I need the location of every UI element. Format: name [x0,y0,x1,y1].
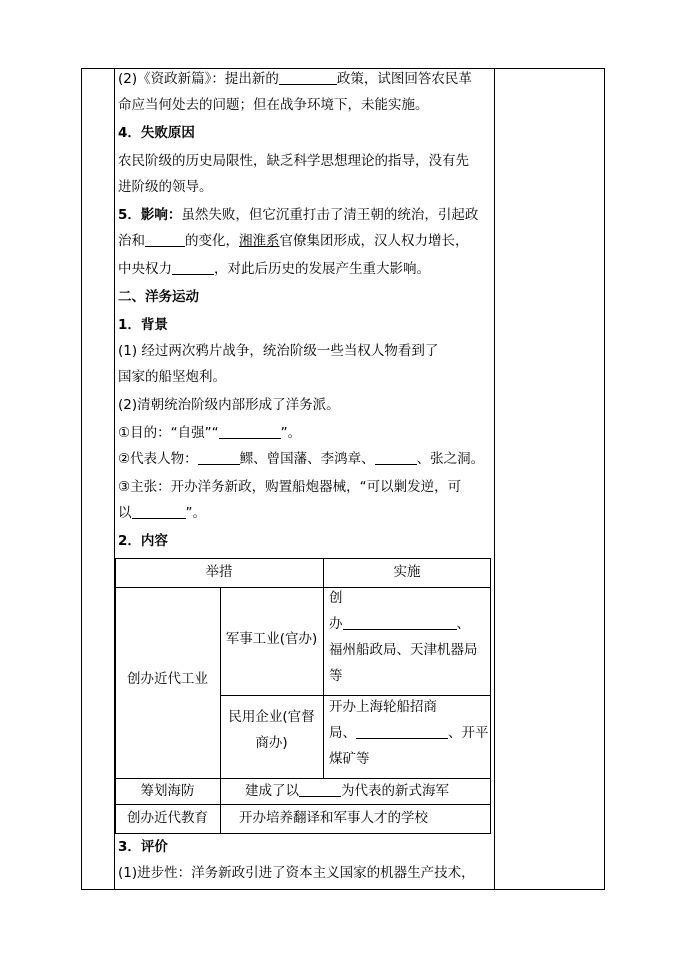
heading-failure-reason: 4．失败原因 [118,125,195,141]
blank [299,782,341,797]
cell-schools: 开办培养翻译和军事人才的学校 [239,810,428,826]
blank [145,232,185,247]
table-border [220,778,221,833]
header-implementation: 实施 [393,564,421,580]
line-proposal-1: ③主张：开办洋务新政，购置船炮器械，“可以剿发逆，可 [118,479,462,495]
table-border [490,558,491,834]
line-background-1: (1) 经过两次鸦片战争，统治阶级一些当权人物看到了 [118,343,439,359]
blank [219,424,281,439]
line-zizheng-cont: 命应当何处去的问题；但在战争环境下，未能实施。 [118,97,429,113]
cell-modern-industry: 创办近代工业 [127,671,208,687]
table-border [323,587,324,778]
line-purpose: ①目的：“自强”“ ”。 [118,425,302,441]
blank [172,260,214,275]
heading-evaluation: 3．评价 [118,839,168,855]
right-column-divider [494,69,495,889]
line-background-2: 国家的船坚炮利。 [118,369,226,385]
cell-coastal-defense: 筹划海防 [140,783,195,799]
line-influence-3: 中央权力 ，对此后历史的发展产生重大影响。 [118,261,430,277]
line-background-3: (2)清朝统治阶级内部形成了洋务派。 [118,397,340,413]
blank [343,615,457,630]
line-failure-2: 进阶级的领导。 [118,179,213,195]
heading-westernization: 二、洋务运动 [118,289,199,305]
cell-military-impl: 创 办 、 福州船政局、天津机器局 等 [329,590,478,684]
cell-military-industry: 军事工业(官办) [225,631,318,647]
blank [375,450,417,465]
line-representatives: ②代表人物： 鳏、曾国藩、李鸿章、 、张之洞。 [118,451,485,467]
heading-background: 1．背景 [118,317,168,333]
line-zizheng: (2)《资政新篇》：提出新的 政策，试图回答农民革 [118,71,472,87]
line-evaluation-1: (1)进步性：洋务新政引进了资本主义国家的机器生产技术， [118,865,475,881]
header-measures: 举措 [205,564,233,580]
line-influence-2: 治和 的变化，湘淮系官僚集团形成，汉人权力增长， [118,233,469,249]
table-border [115,833,491,834]
line-influence-1: 5．影响：虽然失败，但它沉重打击了清王朝的统治，引起政 [118,207,479,223]
cell-civil-impl: 开办上海轮船招商 局、 、开平 煤矿等 [329,699,489,767]
blank [132,504,186,519]
measures-table [115,558,491,834]
cell-navy: 建成了以 为代表的新式海军 [245,783,449,799]
heading-content: 2．内容 [118,533,168,549]
line-failure-1: 农民阶级的历史局限性，缺乏科学思想理论的指导，没有先 [118,153,469,169]
line-proposal-2: 以 ”。 [118,505,206,521]
blank [356,724,448,739]
blank [198,450,240,465]
cell-modern-education: 创办近代教育 [127,810,208,826]
cell-civil-enterprise: 民用企业(官督 商办) [228,709,315,751]
blank [279,70,337,85]
